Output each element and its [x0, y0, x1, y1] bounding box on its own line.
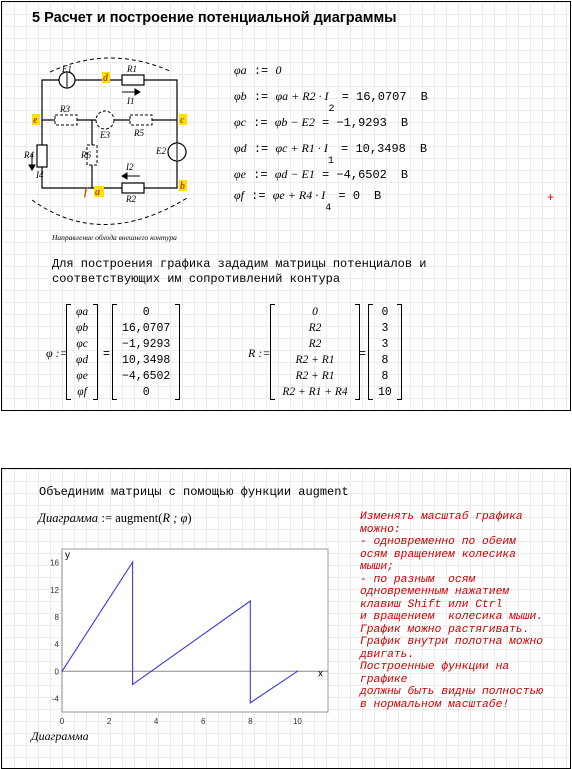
svg-text:I1: I1: [127, 96, 135, 106]
svg-text:c: c: [180, 115, 185, 126]
r-value-cell: 10: [378, 385, 392, 399]
phi-name-cell: φa: [76, 306, 89, 318]
source-e1: [59, 72, 75, 88]
chart-caption: Диаграмма: [31, 729, 89, 743]
svg-text:I2: I2: [126, 162, 134, 172]
r-expr-cell: R2: [308, 322, 322, 334]
r-expr-cell: R2: [308, 338, 322, 350]
svg-text:f: f: [84, 187, 88, 198]
svg-text:I4: I4: [36, 170, 44, 180]
svg-text:E2: E2: [156, 146, 166, 156]
resistor-r1: [122, 75, 144, 85]
x-tick-label: 6: [201, 717, 206, 726]
r-matrix-label: R :=: [248, 346, 271, 360]
r-exprs-matrix: [270, 304, 356, 400]
y-tick-label: 12: [50, 585, 59, 595]
r-expr-cell: R2 + R1: [295, 370, 335, 382]
svg-text:b: b: [180, 181, 185, 192]
r-value-cell: 8: [381, 369, 389, 383]
source-e3: [96, 111, 114, 129]
data-point: [250, 600, 251, 601]
x-tick-label: 4: [153, 717, 159, 726]
r-expr-cell: R2 + R1: [295, 354, 335, 366]
x-tick-label: 2: [106, 717, 112, 726]
y-tick-label: 8: [54, 612, 59, 622]
svg-text:R2: R2: [126, 194, 136, 204]
svg-text:R6: R6: [81, 150, 91, 160]
y-tick-label: -4: [51, 694, 59, 704]
phi-names-matrix: [66, 304, 94, 400]
equation-phi-c[interactable]: φc := φb − E2 = −1,9293 В: [234, 115, 409, 130]
r-expr-cell: 0: [312, 306, 318, 318]
y-axis-label: y: [65, 550, 70, 561]
data-point: [132, 684, 133, 685]
r-value-cell: 3: [381, 337, 389, 351]
phi-value-cell: 0: [142, 305, 150, 319]
r-value-cell: 3: [381, 321, 389, 335]
source-e2: [168, 143, 186, 161]
svg-text:R3: R3: [60, 104, 70, 114]
y-tick-label: 4: [54, 640, 59, 650]
phi-value-cell: 0: [142, 385, 150, 399]
resistor-r4: [37, 145, 47, 167]
augment-text: Объединим матрицы с помощью функции augment: [39, 485, 349, 499]
phi-value-cell: 10,3498: [122, 353, 171, 367]
equation-phi-b[interactable]: φb := $\varphi a + R2 \cdot I_2 = 16,0707$ В: [234, 89, 428, 116]
phi-name-cell: φe: [76, 370, 88, 382]
equation-phi-a[interactable]: φa := 0: [234, 63, 282, 78]
x-tick-label: 10: [292, 717, 302, 726]
zoom-instructions-note: Изменять масштаб графика можно: - одновременно по обеим осям вращением колесика мыши; - по разным осям одновременным нажатием клавиш Shift или Ctrl и вращением колесика мыши. График можно растягивать. График внутри полотна можно двигать. Построенные функции на графике должны быть видны полностью в нормальном масштабе!: [360, 511, 544, 711]
svg-text:E3: E3: [100, 130, 110, 140]
svg-text:R4: R4: [24, 150, 34, 160]
phi-values-matrix: [112, 304, 176, 400]
worksheet-page-1: 5 Расчет и построение потенциальной диаграммы E1 R1 I1 R3 E3 R5 R6 R4 I4 E2 I2 R2 d e c b f a Направление обхода внешнего контура + Для построения графика зададим матрицы потенциалов и соответствующих им сопротивлений контура φ := φa φb φc φd φe φf = 0 16,0707 −1,9293 10,3498 −4,6502 0 R := 0 R2 R2 R2 + R1 R2 + R1 R2 + R1 + R4 = 0 3 3 8 8 10 φa := 0 φb := $\varphi a + R2 \cdot I_2 = 16,0707$ В φc := φb − E2 = −1,9293 В φd := $\varphi c + R1 \cdot I_1 = 10,3498$ В φe := φd − E1 = −4,6502 В φf := $\varphi e + R4 \cdot I_4 = 0$ В: [1, 1, 571, 411]
matrix-intro-text: Для построения графика зададим матрицы потенциалов и соответствующих им сопротивлений контура: [52, 257, 427, 286]
x-tick-label: 0: [59, 717, 65, 726]
circuit-diagram: [22, 50, 202, 235]
x-tick-label: 8: [248, 717, 253, 726]
resistor-r2: [122, 183, 144, 193]
plus-marker: +: [547, 190, 555, 204]
svg-text:R5: R5: [134, 128, 144, 138]
chart-plot-area: [62, 549, 328, 712]
phi-value-cell: 16,0707: [122, 321, 171, 335]
phi-name-cell: φb: [76, 322, 89, 334]
circuit-caption: Направление обхода внешнего контура: [52, 233, 177, 242]
y-tick-label: 0: [54, 667, 59, 677]
data-point: [250, 702, 251, 703]
equation-phi-f[interactable]: φf := $\varphi e + R4 \cdot I_4 = 0$ В: [234, 188, 382, 215]
r-values-matrix: [368, 304, 398, 400]
equation-phi-d[interactable]: φd := $\varphi c + R1 \cdot I_1 = 10,3498$ В: [234, 141, 428, 168]
data-point: [61, 671, 62, 672]
phi-name-cell: φd: [76, 354, 89, 366]
augment-equation: Диаграмма := augment(R ; φ): [38, 511, 192, 525]
svg-text:E1: E1: [62, 64, 72, 74]
section-heading: 5 Расчет и построение потенциальной диаграммы: [32, 10, 397, 26]
resistor-r5: [130, 115, 152, 125]
data-point: [132, 562, 133, 563]
data-point: [297, 671, 298, 672]
svg-text:R1: R1: [127, 64, 137, 74]
r-expr-cell: R2 + R1 + R4: [282, 386, 348, 398]
r-value-cell: 0: [381, 305, 389, 319]
phi-name-cell: φc: [76, 338, 88, 350]
r-value-cell: 8: [381, 353, 389, 367]
phi-value-cell: −1,9293: [122, 337, 171, 351]
x-axis-label: x: [318, 668, 323, 680]
phi-value-cell: −4,6502: [122, 369, 171, 383]
resistor-r3: [55, 115, 77, 125]
equation-phi-e[interactable]: φe := φd − E1 = −4,6502 В: [234, 167, 409, 182]
svg-text:e: e: [33, 115, 38, 126]
phi-name-cell: φf: [77, 386, 87, 398]
svg-text:d: d: [103, 73, 108, 84]
y-tick-label: 16: [50, 558, 59, 568]
potential-diagram-chart[interactable]: [30, 545, 332, 730]
svg-text:a: a: [95, 187, 100, 198]
phi-matrix-label: φ :=: [46, 346, 68, 360]
